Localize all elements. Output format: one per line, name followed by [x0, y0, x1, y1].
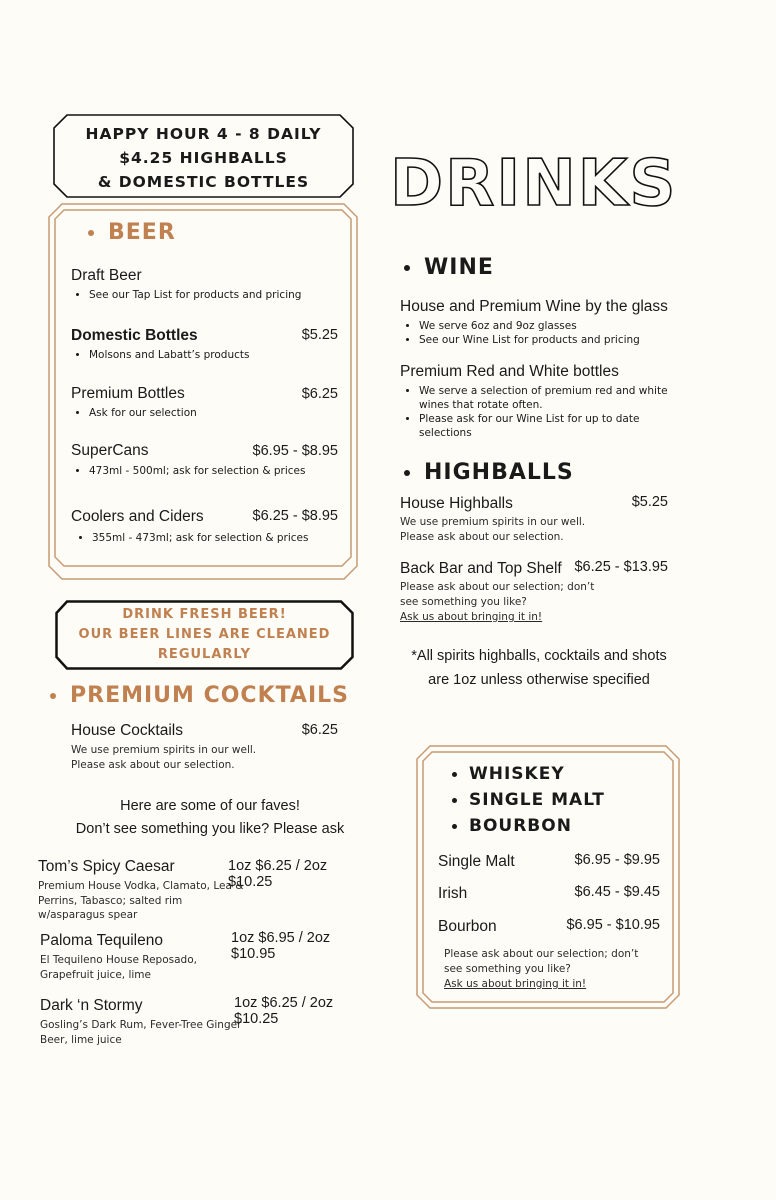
- happy-hour-text: [53, 122, 354, 194]
- paloma-desc: El Tequileno House Reposado, Grapefruit juice, lime: [40, 954, 197, 981]
- bourbon-name: Bourbon: [438, 918, 497, 935]
- wine-glass-title: House and Premium Wine by the glass: [400, 298, 668, 315]
- cocktails-heading: PREMIUM COCKTAILS: [50, 683, 349, 708]
- bullet-icon: [50, 693, 56, 699]
- happy-hour-line3: & DOMESTIC BOTTLES: [97, 173, 310, 191]
- happy-hour-line2: $4.25 HIGHBALLS: [119, 149, 288, 167]
- spicy-caesar-name: Tom’s Spicy Caesar: [38, 858, 175, 875]
- coolers-ciders-price: $6.25 - $8.95: [252, 508, 338, 524]
- domestic-bottles-note: • Molsons and Labatt’s products: [71, 348, 249, 362]
- dark-stormy-name: Dark ‘n Stormy: [40, 997, 143, 1014]
- whiskey-bring-it-in-link[interactable]: Ask us about bringing it in!: [444, 978, 587, 990]
- dark-stormy-price: 1oz $6.25 / 2oz $10.25: [234, 995, 334, 1027]
- bullet-icon: [88, 230, 94, 236]
- paloma-price: 1oz $6.95 / 2oz $10.95: [231, 930, 331, 962]
- draft-beer-note: • See our Tap List for products and pricing: [71, 288, 301, 302]
- domestic-bottles-price: $5.25: [301, 327, 338, 343]
- bullet-icon: [404, 470, 410, 476]
- spicy-caesar-price: 1oz $6.25 / 2oz $10.25: [228, 858, 328, 890]
- drinks-title: [388, 150, 688, 212]
- drinks-title-text: DRINKS: [390, 150, 678, 212]
- house-highballs-name: House Highballs: [400, 495, 513, 512]
- dark-stormy-desc: Gosling’s Dark Rum, Fever-Tree Ginger Beer, lime juice: [40, 1019, 242, 1046]
- bullet-icon: [452, 772, 457, 777]
- supercans-price: $6.95 - $8.95: [252, 443, 338, 459]
- spicy-caesar-desc: Premium House Vodka, Clamato, Lea & Perrins, Tabasco; salted rim w/asparagus spear: [38, 880, 244, 921]
- highballs-heading: HIGHBALLS: [404, 460, 574, 485]
- fresh-beer-line2: OUR BEER LINES ARE CLEANED: [78, 627, 331, 642]
- irish-price: $6.45 - $9.45: [574, 884, 660, 900]
- coolers-ciders-note: • 355ml - 473ml; ask for selection & prices: [74, 531, 308, 545]
- whiskey-headings: [452, 761, 605, 839]
- bourbon-price: $6.95 - $10.95: [566, 917, 660, 933]
- premium-bottles-price: $6.25: [301, 386, 338, 402]
- coolers-ciders-name: Coolers and Ciders: [71, 508, 204, 525]
- whiskey-heading: WHISKEY: [452, 761, 605, 787]
- fresh-beer-text: [55, 605, 354, 665]
- supercans-note: • 473ml - 500ml; ask for selection & prices: [71, 464, 305, 478]
- faves-text: Here are some of our faves! Don’t see something you like? Please ask: [75, 798, 345, 837]
- domestic-bottles-name: Domestic Bottles: [71, 327, 198, 344]
- bullet-icon: [452, 798, 457, 803]
- bring-it-in-link[interactable]: Ask us about bringing it in!: [400, 611, 543, 623]
- happy-hour-box: [53, 114, 354, 198]
- happy-hour-line1: HAPPY HOUR 4 - 8 DAILY: [85, 125, 322, 143]
- fresh-beer-box: [55, 600, 354, 670]
- premium-bottles-note: • Ask for our selection: [71, 406, 197, 420]
- supercans-name: SuperCans: [71, 442, 149, 459]
- single-malt-price: $6.95 - $9.95: [574, 852, 660, 868]
- house-highballs-note: We use premium spirits in our well. Please ask about our selection.: [400, 516, 586, 543]
- spirits-footnote: *All spirits highballs, cocktails and shots are 1oz unless otherwise specified: [411, 648, 667, 688]
- house-cocktails-name: House Cocktails: [71, 722, 183, 739]
- house-cocktails-note: We use premium spirits in our well. Please ask about our selection.: [71, 744, 257, 771]
- house-cocktails-price: $6.25: [301, 722, 338, 738]
- beer-heading: BEER: [88, 220, 176, 245]
- back-bar-note: Please ask about our selection; don’t see something you like? Ask us about bringing it in!: [400, 581, 595, 623]
- fresh-beer-line1: DRINK FRESH BEER!: [122, 607, 287, 622]
- draft-beer-name: Draft Beer: [71, 267, 142, 284]
- single-malt-heading: SINGLE MALT: [452, 787, 605, 813]
- wine-heading: WINE: [404, 255, 494, 280]
- bourbon-heading: BOURBON: [452, 813, 605, 839]
- premium-bottles-name: Premium Bottles: [71, 385, 185, 402]
- wine-glass-notes: • We serve 6oz and 9oz glasses • See our Wine List for products and pricing: [401, 319, 719, 347]
- paloma-name: Paloma Tequileno: [40, 932, 163, 949]
- fresh-beer-line3: REGULARLY: [157, 647, 252, 662]
- back-bar-price: $6.25 - $13.95: [574, 559, 668, 575]
- whiskey-note: Please ask about our selection; don’t see something you like? Ask us about bringing it in!: [444, 948, 639, 990]
- wine-bottles-notes: • We serve a selection of premium red and white wines that rotate often. • Please ask for our Wine List for up to date selections: [401, 384, 691, 440]
- bullet-icon: [452, 824, 457, 829]
- irish-name: Irish: [438, 885, 468, 902]
- wine-bottles-title: Premium Red and White bottles: [400, 363, 619, 380]
- single-malt-name: Single Malt: [438, 853, 515, 870]
- bullet-icon: [404, 265, 410, 271]
- back-bar-name: Back Bar and Top Shelf: [400, 560, 562, 577]
- house-highballs-price: $5.25: [631, 494, 668, 510]
